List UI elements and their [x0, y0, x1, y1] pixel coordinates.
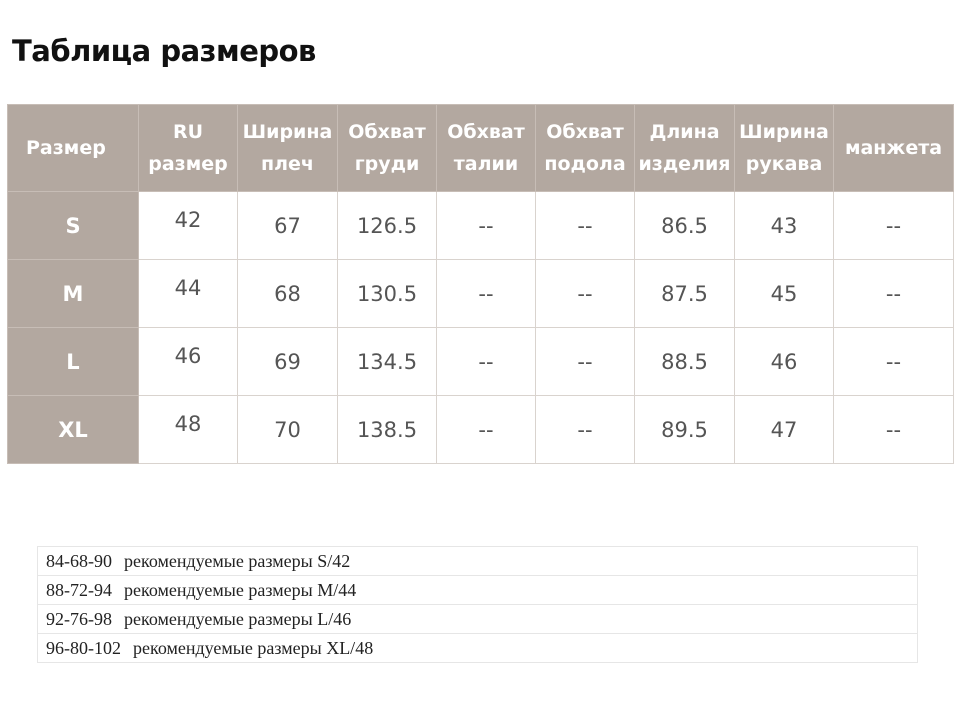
table-cell: --	[437, 192, 536, 260]
list-item	[38, 547, 918, 576]
measurements: 92-76-98	[46, 608, 112, 629]
header-row	[8, 105, 954, 192]
table-row	[8, 328, 954, 396]
table-cell: --	[536, 396, 635, 464]
recommendation-text: рекомендуемые размеры M/44	[124, 579, 357, 600]
ru-size-cell: 44	[139, 260, 238, 328]
size-cell: M	[8, 260, 139, 328]
table-cell: --	[536, 192, 635, 260]
recommendation-text: рекомендуемые размеры XL/48	[133, 637, 374, 658]
ru-size-cell: 48	[139, 396, 238, 464]
table-cell: 70	[238, 396, 338, 464]
recommendation-table	[37, 546, 918, 663]
table-row	[8, 192, 954, 260]
table-cell: 138.5	[338, 396, 437, 464]
table-cell: 86.5	[635, 192, 735, 260]
table-row	[8, 260, 954, 328]
table-cell: 45	[735, 260, 834, 328]
header-shoulder-width: Ширина плеч	[238, 105, 338, 192]
measurements: 96-80-102	[46, 637, 121, 658]
recommendation-text: рекомендуемые размеры L/46	[124, 608, 352, 629]
table-cell: 69	[238, 328, 338, 396]
ru-size-cell: 46	[139, 328, 238, 396]
header-ru-size: RU размер	[139, 105, 238, 192]
table-cell: 126.5	[338, 192, 437, 260]
header-waist: Обхват талии	[437, 105, 536, 192]
ru-size-cell: 42	[139, 192, 238, 260]
size-table	[7, 104, 954, 464]
header-cuff: манжета	[834, 105, 954, 192]
measurements: 88-72-94	[46, 579, 112, 600]
header-sleeve-width: Ширина рукава	[735, 105, 834, 192]
table-cell: --	[834, 260, 954, 328]
table-cell: 67	[238, 192, 338, 260]
table-cell: --	[437, 260, 536, 328]
size-cell: S	[8, 192, 139, 260]
header-hem: Обхват подола	[536, 105, 635, 192]
size-cell: L	[8, 328, 139, 396]
table-cell: --	[437, 328, 536, 396]
measurements: 84-68-90	[46, 550, 112, 571]
table-cell: 43	[735, 192, 834, 260]
header-length: Длина изделия	[635, 105, 735, 192]
table-cell: --	[834, 328, 954, 396]
table-cell: --	[834, 396, 954, 464]
table-cell: --	[536, 328, 635, 396]
recommendation-text: рекомендуемые размеры S/42	[124, 550, 351, 571]
header-size: Размер	[8, 105, 139, 192]
table-cell: 87.5	[635, 260, 735, 328]
table-cell: 130.5	[338, 260, 437, 328]
header-chest: Обхват груди	[338, 105, 437, 192]
table-cell: 89.5	[635, 396, 735, 464]
size-cell: XL	[8, 396, 139, 464]
table-cell: 46	[735, 328, 834, 396]
table-cell: 134.5	[338, 328, 437, 396]
table-row	[8, 396, 954, 464]
table-cell: 47	[735, 396, 834, 464]
list-item	[38, 576, 918, 605]
page-title: Таблица размеров	[12, 34, 316, 68]
list-item	[38, 634, 918, 663]
table-cell: 88.5	[635, 328, 735, 396]
table-cell: --	[536, 260, 635, 328]
table-cell: --	[834, 192, 954, 260]
table-cell: --	[437, 396, 536, 464]
table-cell: 68	[238, 260, 338, 328]
list-item	[38, 605, 918, 634]
